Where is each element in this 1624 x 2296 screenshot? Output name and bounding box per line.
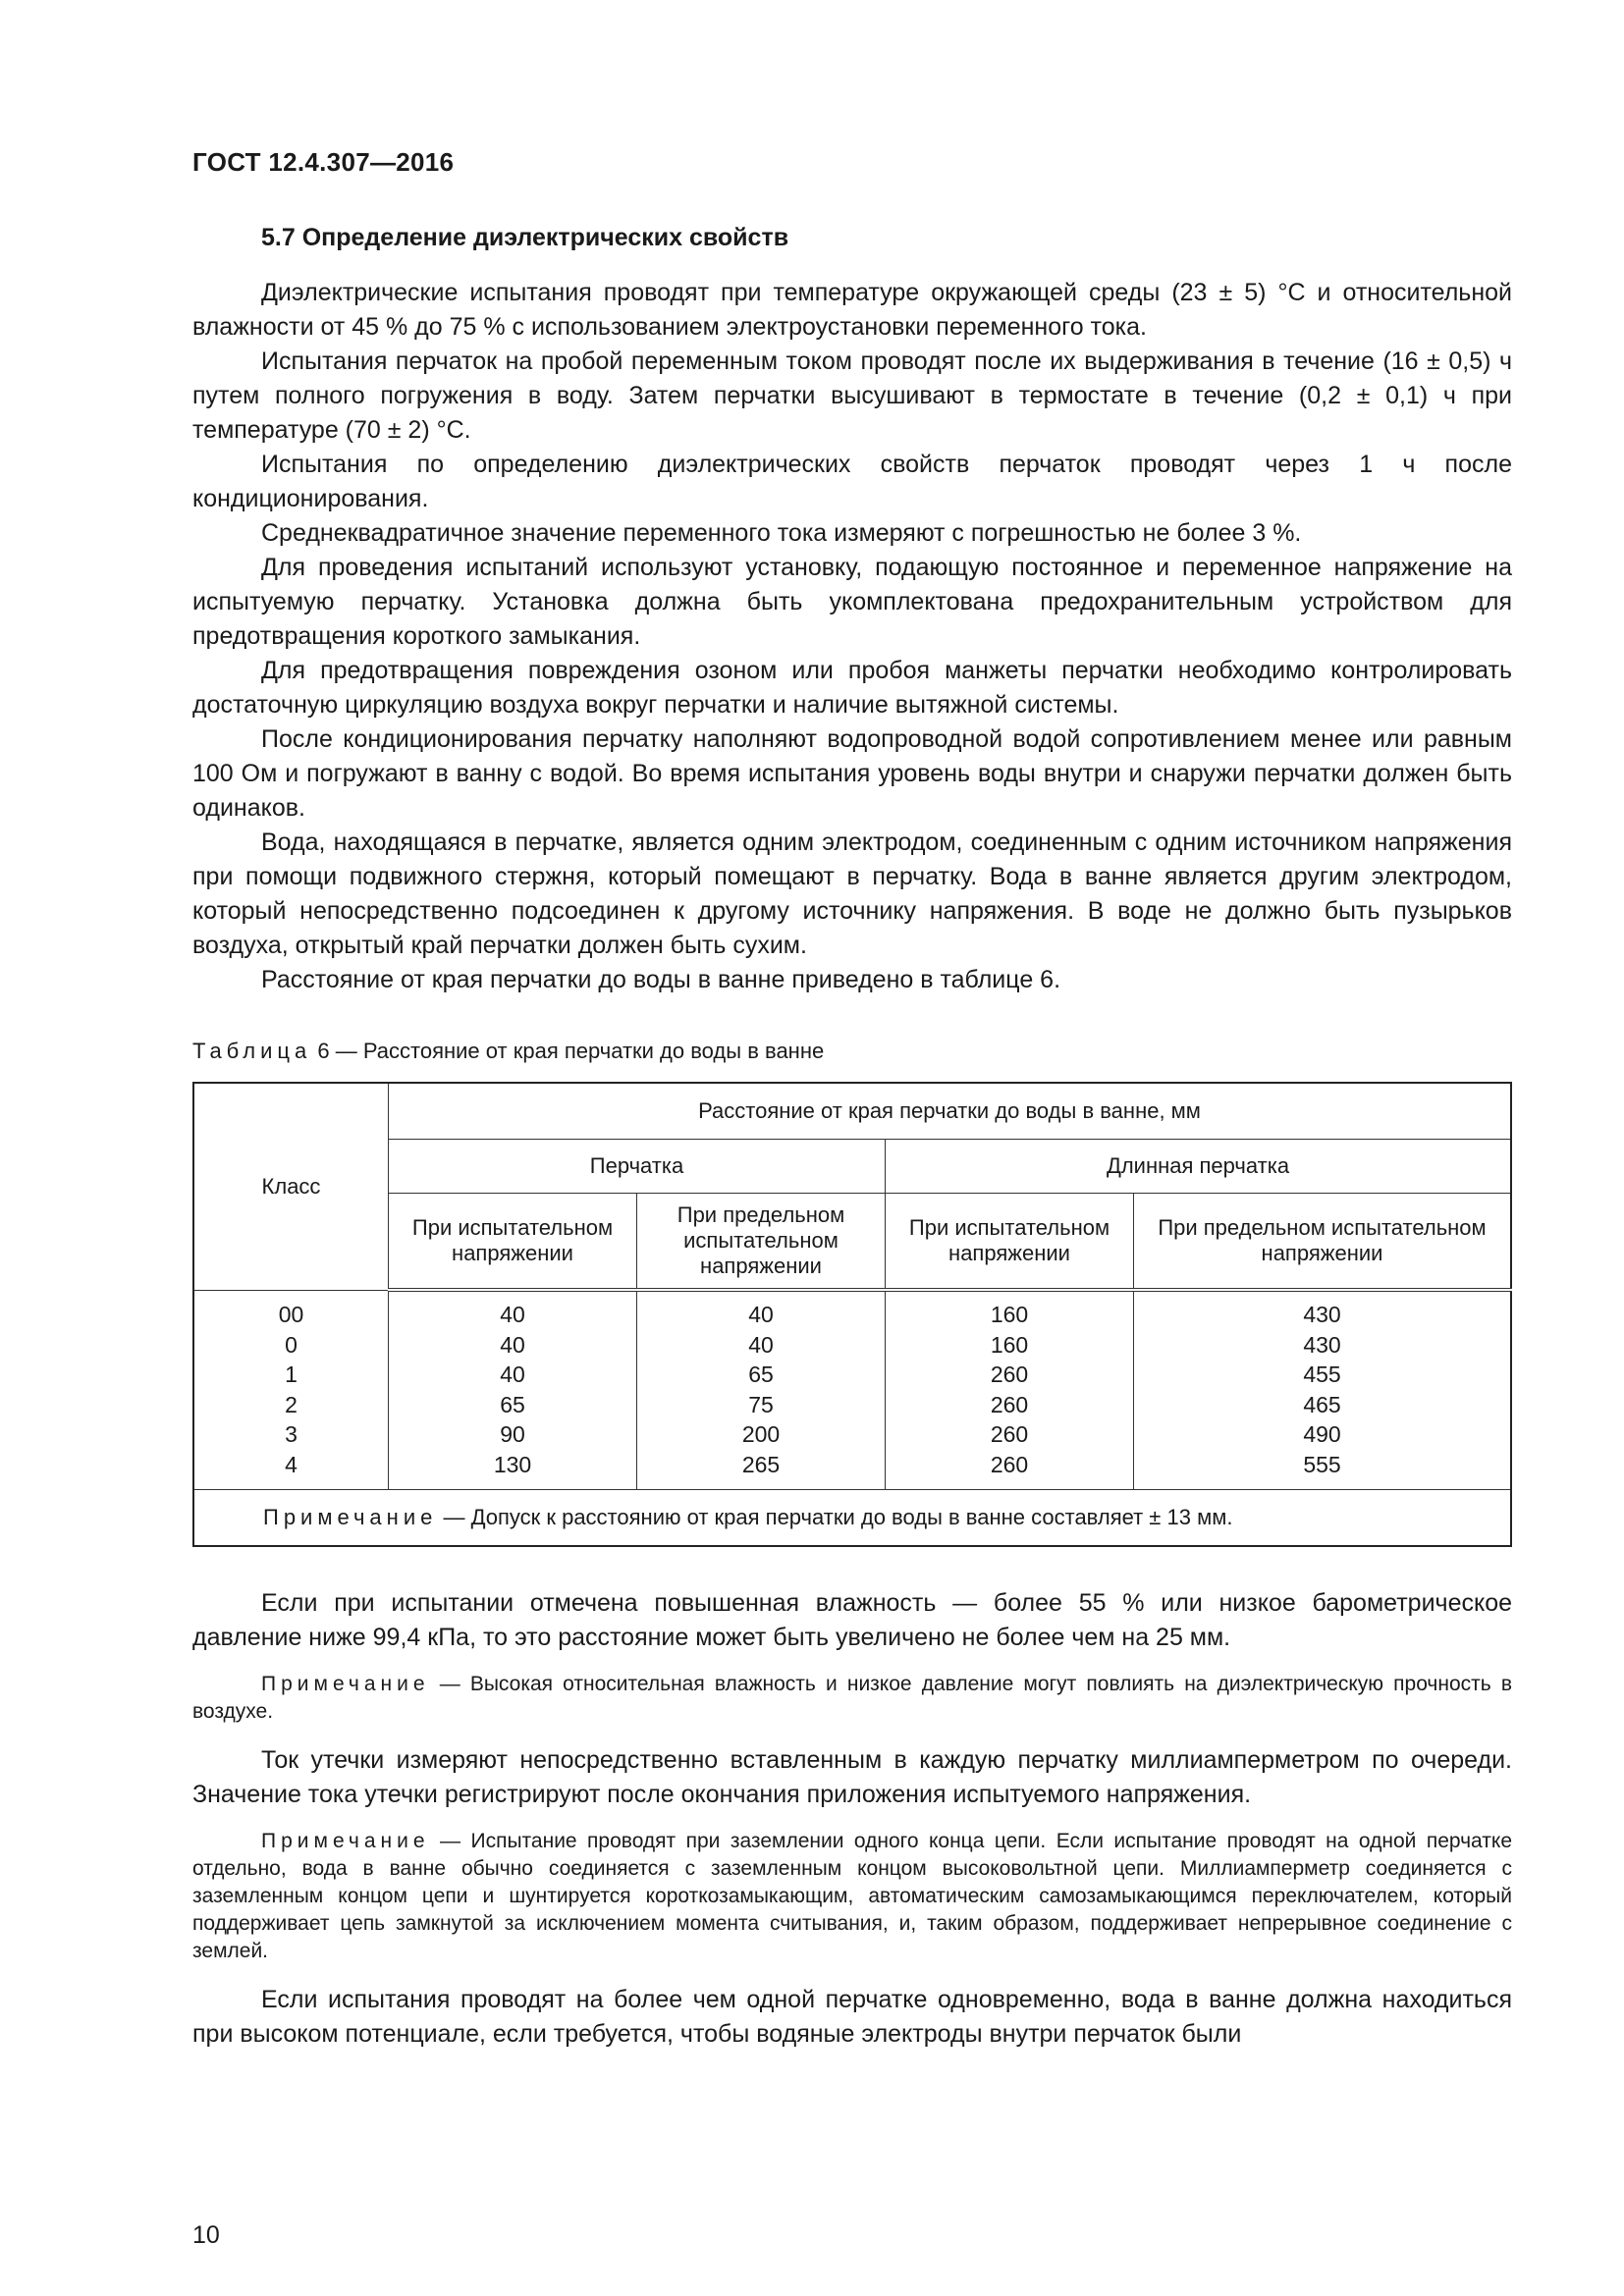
header-sub-test-voltage: При испытательном напряжении [389,1194,637,1291]
table-cell: 65 [637,1360,886,1390]
table-cell: 555 [1134,1450,1512,1490]
note-text: — Высокая относительная влажность и низкое давление могут повлиять на диэлектрическую прочность в воздухе. [192,1673,1512,1723]
table-cell: 260 [886,1390,1134,1420]
table-cell: 00 [193,1290,389,1330]
table-cell: 160 [886,1290,1134,1330]
table-cell: 75 [637,1390,886,1420]
table-row [193,1330,1511,1361]
table-cell: 430 [1134,1330,1512,1361]
table-cell: 40 [637,1330,886,1361]
header-group-glove: Перчатка [389,1140,886,1194]
note-text: — Испытание проводят при заземлении одного конца цепи. Если испытание проводят на одной перчатке отдельно, вода в ванне обычно соединяется с заземленным концом высоковольтной цепи. Миллиамперметр соединяется с заземленным концом цепи и шунтируется короткозамыкающим, автоматическим самозамыкающимся переключателем, который поддерживает цепь замкнутой за исключением момента считывания, и, таким образом, поддерживает непрерывное соединение с землей. [192,1830,1512,1962]
table-cell: 40 [389,1360,637,1390]
paragraph: Расстояние от края перчатки до воды в ванне приведено в таблице 6. [261,966,1061,993]
header-group-long-glove: Длинная перчатка [886,1140,1512,1194]
table-row [193,1390,1511,1420]
paragraph: Для предотвращения повреждения озоном или пробоя манжеты перчатки необходимо контролировать достаточную циркуляцию воздуха вокруг перчатки и наличие вытяжной системы. [192,657,1512,719]
table-cell: 260 [886,1360,1134,1390]
paragraph: После кондиционирования перчатку наполняют водопроводной водой сопротивлением менее или равным 100 Ом и погружают в ванну с водой. Во время испытания уровень воды внутри и снаружи перчатки должен быть одинаков. [192,725,1512,822]
note [192,1671,1512,1726]
page-content [192,224,1512,2052]
paragraph: Испытания по определению диэлектрических свойств перчаток проводят через 1 ч после кондиционирования. [192,451,1512,512]
table-cell: 260 [886,1419,1134,1450]
paragraph: Диэлектрические испытания проводят при температуре окружающей среды (23 ± 5) °С и относительной влажности от 45 % до 75 % с использованием электроустановки переменного тока. [192,279,1512,341]
table-cell: 455 [1134,1360,1512,1390]
table-cell: 200 [637,1419,886,1450]
header-sub-limit-voltage: При предельном испытательном напряжении [1134,1194,1512,1291]
note-label: Примечание [261,1673,430,1695]
paragraph: Испытания перчаток на пробой переменным током проводят после их выдерживания в течение (16 ± 0,5) ч путем полного погружения в воду. Затем перчатки высушивают в термостате в течение (0,2 ± 0,1) ч при температуре (70 ± 2) °С. [192,347,1512,444]
table-cell: 260 [886,1450,1134,1490]
table-cell: 40 [389,1290,637,1330]
paragraph: Если испытания проводят на более чем одной перчатке одновременно, вода в ванне должна находиться при высоком потенциале, если требуется, чтобы водяные электроды внутри перчаток были [192,1986,1512,2048]
table-note-text: — Допуск к расстоянию от края перчатки до воды в ванне составляет ± 13 мм. [437,1505,1233,1529]
table-cell: 0 [193,1330,389,1361]
table-note-label: Примечание [263,1505,438,1529]
paragraph: Среднеквадратичное значение переменного тока измеряют с погрешностью не более 3 %. [261,519,1302,547]
table-cell: 430 [1134,1290,1512,1330]
table-row [193,1360,1511,1390]
table-cell: 4 [193,1450,389,1490]
table-cell: 1 [193,1360,389,1390]
paragraph: Если при испытании отмечена повышенная влажность — более 55 % или низкое барометрическое давление ниже 99,4 кПа, то это расстояние может быть увеличено не более чем на 25 мм. [192,1589,1512,1651]
table-cell: 160 [886,1330,1134,1361]
table-cell: 2 [193,1390,389,1420]
note [192,1828,1512,1965]
section-title: 5.7 Определение диэлектрических свойств [261,224,789,251]
table-caption [192,1039,1512,1064]
table-row [193,1419,1511,1450]
distance-table [192,1082,1512,1547]
header-class: Класс [193,1083,389,1290]
table-cell: 65 [389,1390,637,1420]
header-main: Расстояние от края перчатки до воды в ванне, мм [389,1083,1512,1140]
paragraph: Вода, находящаяся в перчатке, является одним электродом, соединенным с одним источником напряжения при помощи подвижного стержня, который помещают в перчатку. Вода в ванне является другим электродом, который непосредственно подсоединен к другому источнику напряжения. В воде не должно быть пузырьков воздуха, открытый край перчатки должен быть сухим. [192,828,1512,959]
table-caption-text: 6 — Расстояние от края перчатки до воды в ванне [311,1039,825,1063]
table-cell: 40 [637,1290,886,1330]
table-cell: 465 [1134,1390,1512,1420]
table-row [193,1290,1511,1330]
table-caption-label: Таблица [192,1039,312,1063]
table-cell: 40 [389,1330,637,1361]
note-label: Примечание [261,1830,430,1852]
table-row [193,1450,1511,1490]
document-id-header: ГОСТ 12.4.307—2016 [192,147,455,177]
header-sub-test-voltage: При испытательном напряжении [886,1194,1134,1291]
paragraph: Для проведения испытаний используют установку, подающую постоянное и переменное напряжение на испытуемую перчатку. Установка должна быть укомплектована предохранительным устройством для предотвращения короткого замыкания. [192,554,1512,650]
table-cell: 265 [637,1450,886,1490]
paragraph: Ток утечки измеряют непосредственно вставленным в каждую перчатку миллиамперметром по очереди. Значение тока утечки регистрируют после окончания приложения испытуемого напряжения. [192,1746,1512,1808]
page-number: 10 [192,2221,220,2249]
table-note [193,1490,1511,1547]
header-sub-limit-voltage: При предельном испытательном напряжении [637,1194,886,1291]
table-cell: 90 [389,1419,637,1450]
table-cell: 490 [1134,1419,1512,1450]
table-cell: 130 [389,1450,637,1490]
table-cell: 3 [193,1419,389,1450]
